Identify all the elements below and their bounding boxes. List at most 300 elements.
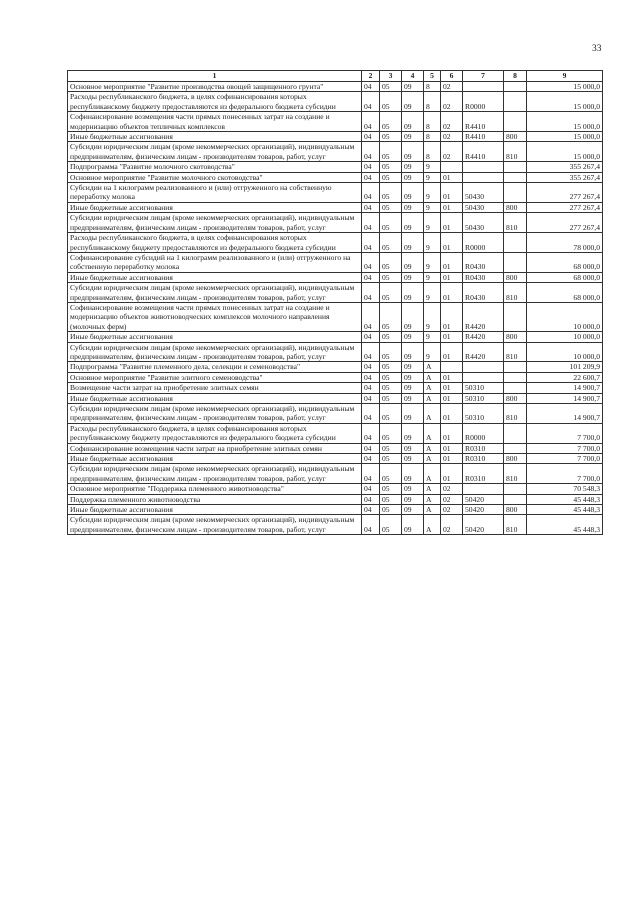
- row-code-cell: 8: [424, 142, 441, 162]
- row-sum-cell: 14 900,7: [527, 404, 603, 424]
- row-code-cell: 04: [362, 443, 380, 453]
- row-code-cell: 05: [380, 283, 402, 303]
- row-sum-cell: 7 700,0: [527, 443, 603, 453]
- row-code-cell: 01: [441, 383, 463, 393]
- row-code-cell: 02: [441, 515, 463, 535]
- row-code-cell: 04: [362, 505, 380, 515]
- row-code-cell: А: [424, 362, 441, 372]
- row-code-cell: 04: [362, 252, 380, 272]
- row-name-cell: Расходы республиканского бюджета, в целях софинансирования которых республиканскому бюджету предоставляются из федерального бюджета субсидии: [68, 92, 362, 112]
- row-code-cell: [504, 82, 527, 92]
- table-row: [68, 443, 603, 453]
- row-code-cell: 09: [402, 92, 424, 112]
- row-name-cell: Основное мероприятие "Развитие производства овощей защищенного грунта": [68, 82, 362, 92]
- row-code-cell: 01: [441, 342, 463, 362]
- row-sum-cell: 7 700,0: [527, 423, 603, 443]
- row-code-cell: R0310: [463, 464, 504, 484]
- row-code-cell: 09: [402, 404, 424, 424]
- row-code-cell: [504, 494, 527, 504]
- row-code-cell: [504, 112, 527, 132]
- row-code-cell: 8: [424, 82, 441, 92]
- row-code-cell: 810: [504, 283, 527, 303]
- row-code-cell: А: [424, 383, 441, 393]
- row-code-cell: А: [424, 423, 441, 443]
- row-code-cell: R0430: [463, 272, 504, 282]
- table-row: [68, 494, 603, 504]
- row-code-cell: 04: [362, 132, 380, 142]
- row-code-cell: 09: [402, 213, 424, 233]
- row-sum-cell: 45 448,3: [527, 494, 603, 504]
- table-row: [68, 464, 603, 484]
- row-code-cell: 09: [402, 82, 424, 92]
- row-sum-cell: 14 900,7: [527, 383, 603, 393]
- row-code-cell: 04: [362, 484, 380, 494]
- row-sum-cell: 15 000,0: [527, 92, 603, 112]
- row-name-cell: Возмещение части затрат на приобретение элитных семян: [68, 383, 362, 393]
- row-code-cell: 800: [504, 332, 527, 342]
- row-code-cell: 800: [504, 454, 527, 464]
- row-code-cell: [504, 362, 527, 372]
- row-code-cell: 05: [380, 372, 402, 382]
- row-code-cell: [504, 92, 527, 112]
- row-code-cell: 05: [380, 202, 402, 212]
- row-code-cell: А: [424, 404, 441, 424]
- row-code-cell: R0000: [463, 233, 504, 253]
- page-number: 33: [592, 44, 602, 54]
- row-sum-cell: 10 000,0: [527, 302, 603, 331]
- row-code-cell: 05: [380, 172, 402, 182]
- row-code-cell: 05: [380, 213, 402, 233]
- row-name-cell: Основное мероприятие "Поддержка племенного животноводства": [68, 484, 362, 494]
- row-code-cell: А: [424, 515, 441, 535]
- row-code-cell: 09: [402, 515, 424, 535]
- row-code-cell: 01: [441, 183, 463, 203]
- row-code-cell: 04: [362, 272, 380, 282]
- row-name-cell: Субсидии юридическим лицам (кроме некоммерческих организаций), индивидуальным предпринимателям, физическим лицам - производителям товаров, работ, услуг: [68, 515, 362, 535]
- row-code-cell: 01: [441, 423, 463, 443]
- row-code-cell: [463, 372, 504, 382]
- row-code-cell: 04: [362, 213, 380, 233]
- row-code-cell: 810: [504, 213, 527, 233]
- row-code-cell: 9: [424, 342, 441, 362]
- row-code-cell: 04: [362, 112, 380, 132]
- table-row: [68, 383, 603, 393]
- row-sum-cell: 78 000,0: [527, 233, 603, 253]
- row-name-cell: Иные бюджетные ассигнования: [68, 332, 362, 342]
- column-header: 1: [68, 71, 362, 82]
- row-code-cell: 05: [380, 82, 402, 92]
- column-header: 2: [362, 71, 380, 82]
- row-code-cell: 50310: [463, 393, 504, 403]
- row-sum-cell: 10 000,0: [527, 332, 603, 342]
- row-code-cell: А: [424, 484, 441, 494]
- row-code-cell: [441, 362, 463, 372]
- row-sum-cell: 68 000,0: [527, 252, 603, 272]
- row-sum-cell: 355 267,4: [527, 172, 603, 182]
- row-code-cell: 09: [402, 372, 424, 382]
- table-row: [68, 393, 603, 403]
- row-code-cell: 810: [504, 142, 527, 162]
- row-sum-cell: 68 000,0: [527, 272, 603, 282]
- row-code-cell: 01: [441, 252, 463, 272]
- row-code-cell: 09: [402, 393, 424, 403]
- table-body: [68, 82, 603, 535]
- row-code-cell: [463, 484, 504, 494]
- row-sum-cell: 101 209,9: [527, 362, 603, 372]
- row-code-cell: А: [424, 393, 441, 403]
- row-code-cell: 9: [424, 272, 441, 282]
- table-row: [68, 142, 603, 162]
- row-name-cell: Подпрограмма "Развитие племенного дела, селекции и семеноводства": [68, 362, 362, 372]
- row-sum-cell: 277 267,4: [527, 202, 603, 212]
- row-code-cell: 9: [424, 302, 441, 331]
- row-code-cell: 01: [441, 372, 463, 382]
- table-row: [68, 372, 603, 382]
- row-name-cell: Иные бюджетные ассигнования: [68, 454, 362, 464]
- row-sum-cell: 68 000,0: [527, 283, 603, 303]
- table-row: [68, 272, 603, 282]
- row-code-cell: 02: [441, 112, 463, 132]
- row-sum-cell: 22 600,7: [527, 372, 603, 382]
- row-name-cell: Основное мероприятие "Развитие молочного скотоводства": [68, 172, 362, 182]
- row-code-cell: 9: [424, 172, 441, 182]
- row-code-cell: 05: [380, 515, 402, 535]
- row-name-cell: Субсидии юридическим лицам (кроме некоммерческих организаций), индивидуальным предпринимателям, физическим лицам - производителям товаров, работ, услуг: [68, 342, 362, 362]
- row-code-cell: R4420: [463, 332, 504, 342]
- row-code-cell: 50430: [463, 213, 504, 233]
- column-header: 3: [380, 71, 402, 82]
- row-name-cell: Субсидии юридическим лицам (кроме некоммерческих организаций), индивидуальным предпринимателям, физическим лицам - производителям товаров, работ, услуг: [68, 404, 362, 424]
- row-code-cell: [504, 372, 527, 382]
- row-code-cell: [504, 183, 527, 203]
- row-code-cell: 09: [402, 162, 424, 172]
- row-name-cell: Поддержка племенного животноводства: [68, 494, 362, 504]
- row-code-cell: 05: [380, 92, 402, 112]
- row-name-cell: Расходы республиканского бюджета, в целях софинансирования которых республиканскому бюджету предоставляются из федерального бюджета субсидии: [68, 233, 362, 253]
- row-code-cell: 05: [380, 183, 402, 203]
- row-code-cell: 09: [402, 454, 424, 464]
- row-name-cell: Иные бюджетные ассигнования: [68, 505, 362, 515]
- row-code-cell: R4420: [463, 342, 504, 362]
- row-code-cell: 50420: [463, 494, 504, 504]
- row-code-cell: 04: [362, 183, 380, 203]
- row-code-cell: 01: [441, 202, 463, 212]
- row-code-cell: 01: [441, 272, 463, 282]
- row-code-cell: 01: [441, 302, 463, 331]
- row-code-cell: А: [424, 372, 441, 382]
- row-code-cell: 9: [424, 283, 441, 303]
- table-row: [68, 454, 603, 464]
- row-code-cell: 01: [441, 464, 463, 484]
- row-name-cell: Софинансирование субсидий на 1 килограмм реализованного и (или) отгруженного на собственную переработку молока: [68, 252, 362, 272]
- row-code-cell: 02: [441, 494, 463, 504]
- row-code-cell: 05: [380, 112, 402, 132]
- row-sum-cell: 15 000,0: [527, 132, 603, 142]
- row-code-cell: 04: [362, 383, 380, 393]
- row-code-cell: А: [424, 454, 441, 464]
- row-code-cell: 02: [441, 82, 463, 92]
- row-name-cell: Субсидии юридическим лицам (кроме некоммерческих организаций), индивидуальным предпринимателям, физическим лицам - производителям товаров, работ, услуг: [68, 283, 362, 303]
- row-code-cell: 04: [362, 283, 380, 303]
- row-code-cell: 09: [402, 252, 424, 272]
- row-code-cell: 02: [441, 132, 463, 142]
- row-code-cell: [504, 484, 527, 494]
- row-sum-cell: 14 900,7: [527, 393, 603, 403]
- row-code-cell: [504, 172, 527, 182]
- row-code-cell: 09: [402, 183, 424, 203]
- row-code-cell: 810: [504, 404, 527, 424]
- row-code-cell: 9: [424, 202, 441, 212]
- row-code-cell: [504, 162, 527, 172]
- table-row: [68, 423, 603, 443]
- row-code-cell: 02: [441, 92, 463, 112]
- row-code-cell: 02: [441, 484, 463, 494]
- row-code-cell: 01: [441, 393, 463, 403]
- table-row: [68, 172, 603, 182]
- row-code-cell: 810: [504, 464, 527, 484]
- row-code-cell: 50430: [463, 183, 504, 203]
- row-code-cell: 05: [380, 362, 402, 372]
- table-row: [68, 82, 603, 92]
- table-row: [68, 112, 603, 132]
- row-sum-cell: 10 000,0: [527, 342, 603, 362]
- row-code-cell: 9: [424, 233, 441, 253]
- row-code-cell: 810: [504, 342, 527, 362]
- row-code-cell: 800: [504, 393, 527, 403]
- table-row: [68, 92, 603, 112]
- row-sum-cell: 70 548,3: [527, 484, 603, 494]
- row-code-cell: 05: [380, 404, 402, 424]
- row-code-cell: 04: [362, 162, 380, 172]
- row-code-cell: 04: [362, 393, 380, 403]
- row-code-cell: 05: [380, 252, 402, 272]
- row-code-cell: А: [424, 505, 441, 515]
- table-row: [68, 213, 603, 233]
- row-code-cell: R4410: [463, 142, 504, 162]
- row-code-cell: 09: [402, 443, 424, 453]
- row-code-cell: 05: [380, 494, 402, 504]
- row-code-cell: 05: [380, 342, 402, 362]
- row-code-cell: [504, 233, 527, 253]
- row-code-cell: 09: [402, 202, 424, 212]
- column-header: 7: [463, 71, 504, 82]
- row-code-cell: [504, 302, 527, 331]
- row-code-cell: 810: [504, 515, 527, 535]
- row-code-cell: 05: [380, 272, 402, 282]
- row-code-cell: 09: [402, 142, 424, 162]
- row-code-cell: 09: [402, 362, 424, 372]
- row-code-cell: R4410: [463, 112, 504, 132]
- table-row: [68, 202, 603, 212]
- column-header: 8: [504, 71, 527, 82]
- row-code-cell: 05: [380, 132, 402, 142]
- row-code-cell: 50430: [463, 202, 504, 212]
- row-code-cell: [463, 162, 504, 172]
- row-name-cell: Иные бюджетные ассигнования: [68, 132, 362, 142]
- row-code-cell: 01: [441, 404, 463, 424]
- row-code-cell: 05: [380, 383, 402, 393]
- row-code-cell: 09: [402, 494, 424, 504]
- row-code-cell: 09: [402, 464, 424, 484]
- row-code-cell: 01: [441, 172, 463, 182]
- row-code-cell: 800: [504, 272, 527, 282]
- row-code-cell: 09: [402, 233, 424, 253]
- row-code-cell: 05: [380, 332, 402, 342]
- row-code-cell: 04: [362, 404, 380, 424]
- row-code-cell: 04: [362, 142, 380, 162]
- table-row: [68, 505, 603, 515]
- row-sum-cell: 277 267,4: [527, 183, 603, 203]
- row-code-cell: R0000: [463, 423, 504, 443]
- row-code-cell: R0310: [463, 454, 504, 464]
- row-code-cell: 04: [362, 423, 380, 443]
- row-code-cell: 04: [362, 172, 380, 182]
- row-sum-cell: 355 267,4: [527, 162, 603, 172]
- row-code-cell: 02: [441, 505, 463, 515]
- row-code-cell: 800: [504, 202, 527, 212]
- row-code-cell: 04: [362, 362, 380, 372]
- row-code-cell: 05: [380, 423, 402, 443]
- table-row: [68, 484, 603, 494]
- row-code-cell: 09: [402, 484, 424, 494]
- row-name-cell: Расходы республиканского бюджета, в целях софинансирования которых республиканскому бюджету предоставляются из федерального бюджета субсидии: [68, 423, 362, 443]
- row-code-cell: 05: [380, 162, 402, 172]
- table-row: [68, 362, 603, 372]
- table-row: [68, 332, 603, 342]
- table-row: [68, 162, 603, 172]
- row-code-cell: 04: [362, 454, 380, 464]
- table-row: [68, 342, 603, 362]
- row-code-cell: [504, 423, 527, 443]
- row-code-cell: 04: [362, 494, 380, 504]
- table-row: [68, 404, 603, 424]
- row-code-cell: 800: [504, 132, 527, 142]
- row-code-cell: 09: [402, 112, 424, 132]
- row-code-cell: 01: [441, 332, 463, 342]
- row-code-cell: 05: [380, 302, 402, 331]
- row-code-cell: [463, 362, 504, 372]
- row-code-cell: 50310: [463, 383, 504, 393]
- row-code-cell: 09: [402, 342, 424, 362]
- row-code-cell: 05: [380, 484, 402, 494]
- budget-table: [67, 70, 603, 535]
- row-code-cell: 05: [380, 142, 402, 162]
- row-name-cell: Субсидии юридическим лицам (кроме некоммерческих организаций), индивидуальным предпринимателям, физическим лицам - производителям товаров, работ, услуг: [68, 142, 362, 162]
- row-code-cell: 800: [504, 505, 527, 515]
- row-name-cell: Основное мероприятие "Развитие элитного семеноводства": [68, 372, 362, 382]
- table-row: [68, 233, 603, 253]
- row-sum-cell: 15 000,0: [527, 82, 603, 92]
- row-code-cell: 04: [362, 302, 380, 331]
- row-code-cell: [463, 82, 504, 92]
- row-code-cell: 9: [424, 213, 441, 233]
- row-code-cell: [504, 443, 527, 453]
- table-row: [68, 283, 603, 303]
- row-code-cell: 04: [362, 202, 380, 212]
- row-code-cell: 09: [402, 332, 424, 342]
- row-code-cell: 50420: [463, 505, 504, 515]
- row-code-cell: 04: [362, 372, 380, 382]
- column-header: 6: [441, 71, 463, 82]
- row-code-cell: 04: [362, 332, 380, 342]
- row-code-cell: 50310: [463, 404, 504, 424]
- row-code-cell: 50420: [463, 515, 504, 535]
- row-name-cell: Иные бюджетные ассигнования: [68, 393, 362, 403]
- row-name-cell: Софинансирование возмещения части прямых понесенных затрат на создание и модернизацию объектов тепличных комплексов: [68, 112, 362, 132]
- row-code-cell: А: [424, 464, 441, 484]
- row-code-cell: 09: [402, 132, 424, 142]
- table-row: [68, 252, 603, 272]
- row-code-cell: 05: [380, 464, 402, 484]
- row-code-cell: 01: [441, 443, 463, 453]
- row-code-cell: А: [424, 494, 441, 504]
- row-code-cell: 09: [402, 272, 424, 282]
- row-code-cell: 01: [441, 283, 463, 303]
- row-name-cell: Иные бюджетные ассигнования: [68, 272, 362, 282]
- row-code-cell: [441, 162, 463, 172]
- row-code-cell: [463, 172, 504, 182]
- row-code-cell: R4410: [463, 132, 504, 142]
- row-sum-cell: 45 448,3: [527, 505, 603, 515]
- row-code-cell: [504, 383, 527, 393]
- row-sum-cell: 15 000,0: [527, 142, 603, 162]
- table-row: [68, 183, 603, 203]
- row-code-cell: 9: [424, 183, 441, 203]
- row-code-cell: 9: [424, 162, 441, 172]
- row-code-cell: 09: [402, 302, 424, 331]
- row-code-cell: [504, 252, 527, 272]
- table-row: [68, 302, 603, 331]
- row-name-cell: Софинансирование возмещения части прямых понесенных затрат на создание и модернизацию объектов животноводческих комплексов молочного направления (молочных ферм): [68, 302, 362, 331]
- table-header-row: [68, 71, 603, 82]
- row-code-cell: 04: [362, 515, 380, 535]
- row-code-cell: R0430: [463, 252, 504, 272]
- row-code-cell: 09: [402, 383, 424, 393]
- row-code-cell: 05: [380, 505, 402, 515]
- row-code-cell: 05: [380, 393, 402, 403]
- row-code-cell: 09: [402, 172, 424, 182]
- row-code-cell: 04: [362, 342, 380, 362]
- row-code-cell: R0310: [463, 443, 504, 453]
- row-code-cell: R4420: [463, 302, 504, 331]
- row-code-cell: 9: [424, 252, 441, 272]
- row-code-cell: R0430: [463, 283, 504, 303]
- row-code-cell: 05: [380, 454, 402, 464]
- row-code-cell: 05: [380, 233, 402, 253]
- row-code-cell: 01: [441, 454, 463, 464]
- row-code-cell: 04: [362, 82, 380, 92]
- row-code-cell: 8: [424, 132, 441, 142]
- row-sum-cell: 277 267,4: [527, 213, 603, 233]
- row-code-cell: 8: [424, 112, 441, 132]
- table-row: [68, 515, 603, 535]
- row-sum-cell: 45 448,3: [527, 515, 603, 535]
- row-name-cell: Подпрограмма "Развитие молочного скотоводства": [68, 162, 362, 172]
- column-header: 4: [402, 71, 424, 82]
- row-code-cell: 09: [402, 283, 424, 303]
- row-code-cell: 01: [441, 233, 463, 253]
- column-header: 5: [424, 71, 441, 82]
- row-name-cell: Субсидии на 1 килограмм реализованного и (или) отгруженного на собственную переработку молока: [68, 183, 362, 203]
- row-code-cell: 02: [441, 142, 463, 162]
- row-name-cell: Иные бюджетные ассигнования: [68, 202, 362, 212]
- row-code-cell: 9: [424, 332, 441, 342]
- row-code-cell: 09: [402, 423, 424, 443]
- column-header: 9: [527, 71, 603, 82]
- row-code-cell: 05: [380, 443, 402, 453]
- row-code-cell: 04: [362, 233, 380, 253]
- row-name-cell: Софинансирование возмещения части затрат на приобретение элитных семян: [68, 443, 362, 453]
